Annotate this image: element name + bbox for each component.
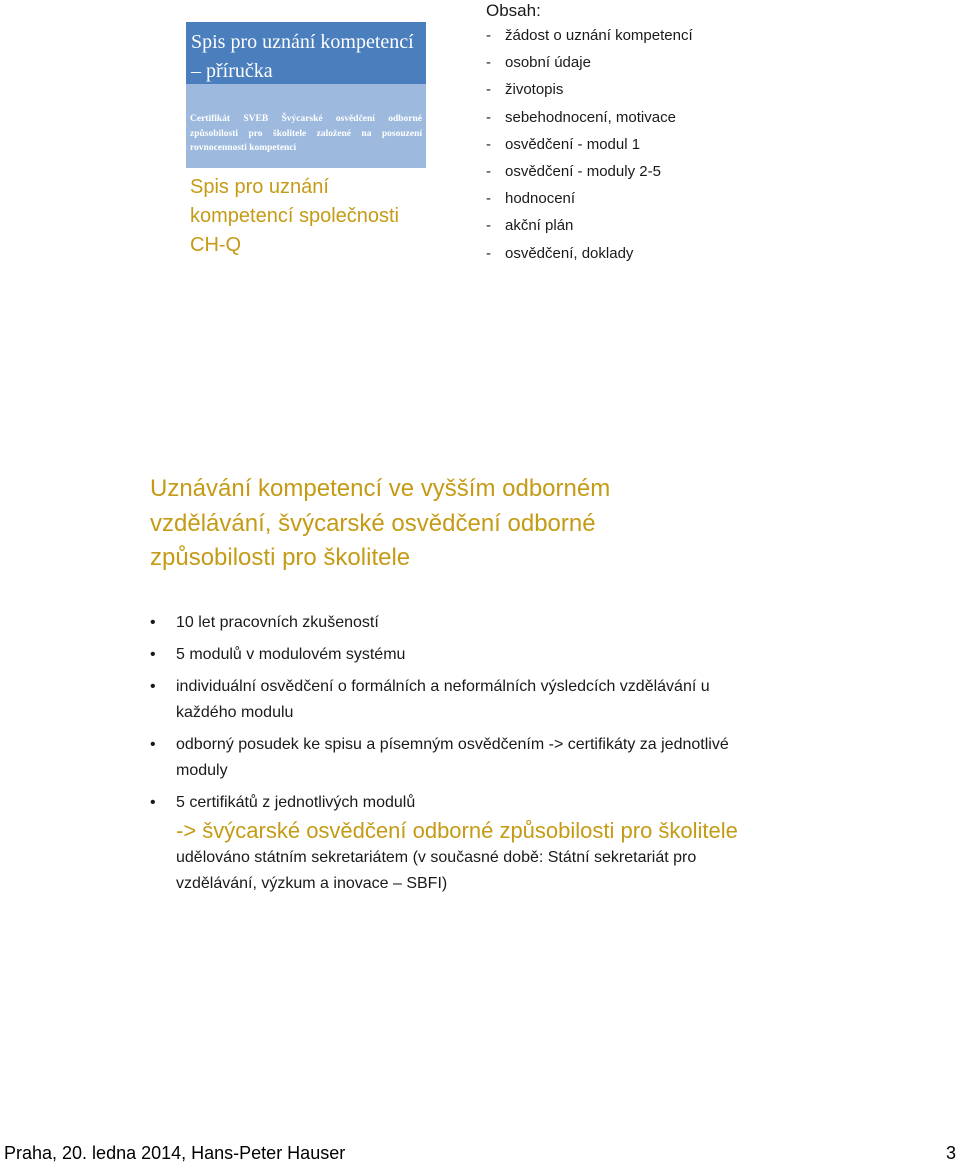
bullet-item bbox=[150, 790, 770, 897]
bullet-dot-icon: • bbox=[150, 646, 156, 663]
contents-heading: Obsah: bbox=[486, 1, 541, 20]
bullet-text: individuální osvědčení o formálních a neformálních výsledcích vzdělávání u každého modulu bbox=[176, 678, 710, 721]
slide-title: Uznávání kompetencí ve vyšším odborném vzdělávání, švýcarské osvědčení odborné způsobilosti pro školitele bbox=[150, 475, 611, 571]
bullet-accent-text: -> švýcarské osvědčení odborné způsobilosti pro školitele bbox=[176, 818, 738, 843]
bullet-text: odborný posudek ke spisu a písemným osvědčením -> certifikáty za jednotlivé moduly bbox=[176, 736, 729, 779]
cover-title: Spis pro uznání kompetencí – příručka bbox=[191, 31, 414, 82]
cover-certificate-text: Certifikát SVEB Švýcarské osvědčení odborné způsobilosti pro školitele založené na posouzení rovnocennosti kompetencí bbox=[190, 114, 422, 153]
contents-item: - osvědčení, doklady bbox=[486, 244, 634, 262]
bullet-dot-icon: • bbox=[150, 678, 156, 695]
contents-list bbox=[486, 26, 946, 271]
contents-item-label: akční plán bbox=[505, 217, 574, 235]
cover-certificate-band bbox=[186, 84, 426, 168]
contents-item-label: osobní údaje bbox=[505, 54, 591, 72]
cover-subtitle: Spis pro uznání kompetencí společnosti CH-Q bbox=[190, 176, 400, 256]
contents-item: - žádost o uznání kompetencí bbox=[486, 27, 693, 44]
contents-item: - životopis bbox=[486, 81, 564, 99]
contents-item: - osvědčení - moduly 2-5 bbox=[486, 162, 661, 180]
contents-item: - sebehodnocení, motivace bbox=[486, 108, 676, 126]
cover-title-band bbox=[186, 22, 426, 84]
contents-item-label: životopis bbox=[505, 81, 564, 99]
bullet-dot-icon: • bbox=[150, 736, 156, 753]
bullet-text: 5 certifikátů z jednotlivých modulů bbox=[176, 794, 416, 811]
bullet-item bbox=[150, 732, 770, 784]
bullet-followup-text: udělováno státním sekretariátem (v současné době: Státní sekretariát pro vzdělávání, výzkum a inovace – SBFI) bbox=[176, 849, 697, 892]
bullet-text: 5 modulů v modulovém systému bbox=[176, 646, 406, 663]
contents-item: - akční plán bbox=[486, 217, 574, 235]
contents-item: - osobní údaje bbox=[486, 54, 591, 72]
contents-item-label: osvědčení - modul 1 bbox=[505, 135, 641, 153]
contents-item-label: sebehodnocení, motivace bbox=[505, 108, 676, 126]
page-number: 3 bbox=[945, 1143, 956, 1163]
bullet-item bbox=[150, 674, 770, 726]
contents-item-label: hodnocení bbox=[505, 190, 576, 208]
bullet-dot-icon: • bbox=[150, 614, 156, 631]
bullet-dot-icon: • bbox=[150, 794, 156, 811]
contents-item-label: osvědčení, doklady bbox=[505, 244, 634, 262]
footer-author-date: Praha, 20. ledna 2014, Hans-Peter Hauser bbox=[4, 1143, 346, 1163]
contents-section bbox=[486, 0, 946, 271]
contents-item: - hodnocení bbox=[486, 190, 576, 208]
contents-item-label: osvědčení - moduly 2-5 bbox=[505, 162, 661, 180]
contents-item-label: žádost o uznání kompetencí bbox=[505, 27, 693, 44]
bullet-item bbox=[150, 610, 770, 636]
contents-item: - osvědčení - modul 1 bbox=[486, 135, 641, 153]
bullet-list bbox=[150, 610, 770, 903]
bullet-text: 10 let pracovních zkušeností bbox=[176, 614, 379, 631]
bullet-item bbox=[150, 642, 770, 668]
